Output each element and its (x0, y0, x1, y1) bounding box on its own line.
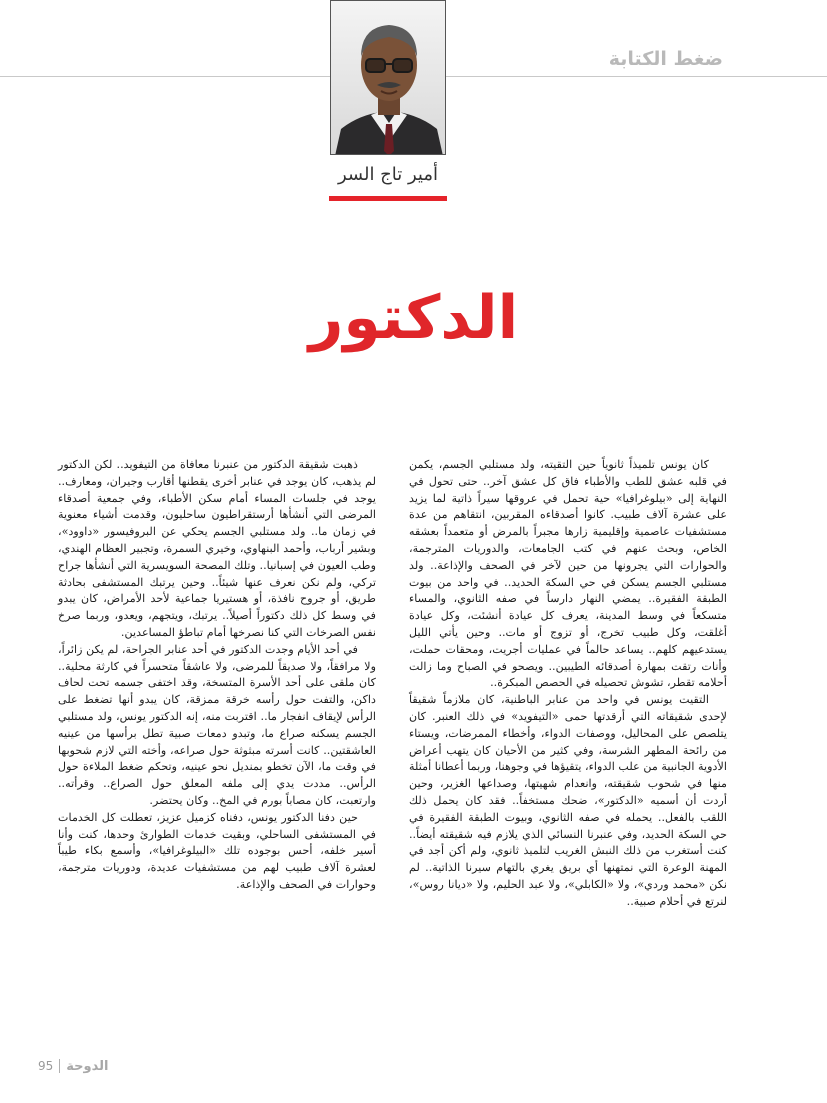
author-name: أمير تاج السر (337, 164, 439, 185)
article-column-right (409, 457, 727, 911)
author-underline (329, 196, 447, 201)
page-footer (38, 1056, 108, 1076)
paragraph: كان يونس تلميذاً ثانوياً حين التقيته، ولد مستلبي الجسم، يكمن في قلبه عشق للطب والأطباء فاق كل عشق آخر.. حتى تحول في النهاية إلى «بيلوغرافيا» حية تحمل في عروقها سيراً ذاتية لما يزيد على عشرة آلاف طبيب. كانوا أصدقاءه المقربين، انتقاهم من عدة مستشفيات عاصمية وإقليمية زارها مجبراً بالمرض أو متعمداً بعشقه الخاص، وبحث عنهم في كتب الجامعات، والدوريات المترجمة، والحوارات التي يجرونها من حين لآخر في الصحف والإذاعة.. ولد مستلبي الجسم يسكن في حي السكة الحديد.. في واحد من بيوت الطبقة الفقيرة.. يمضي النهار دارساً في صفه الثانوي، والمساء متسكعاً في وسط المدينة، يعرف كل عيادة أنشئت، وكل عيادة أغلقت، وكل طبيب تخرج، أو تزوج أو مات.. وحين يأتي الليل يستدعيهم كلهم.. يساعد حالماً في عمليات أجريت، ومحقات حملت، وأنات رتقت بمهارة أصدقائه الطيبين.. ويصحو في الصباح وما زالت أحلامه تقطر، تشوش تحصيله في الحصص المبكرة.. (409, 458, 727, 690)
author-portrait-image (331, 1, 446, 155)
magazine-name: الدوحة (66, 1058, 109, 1074)
section-title: ضغط الكتابة (608, 48, 723, 70)
paragraph: ذهبت شقيقة الدكتور من عنبرنا معافاة من التيفويد.. لكن الدكتور لم يذهب، كان يوجد في عنابر أخرى يقطنها أقارب وجيران، ومعارف.. يوجد في جلسات المساء أمام سكن الأطباء، وفي جمعية أصدقاء المرضى التي أنشأها أرستقراطيون ساحليون، وقدمت أشياء معنوية في زمان ما.. ولد مستلبي الجسم يحكي عن البروفيسور «داوود»، وبشير أرباب، وأحمد البنهاوي، وخيري السمرة، وتجبير العظام الهندي، وطب العيون في إسبانيا.. وتلك المصحة السويسرية التي أنشأها جراح تركي، ولم نكن نعرف عنها شيئاً.. وحين يرتبك المستشفى بحادثة طريق، أو جروح نافذة، أو هستيريا جماعية لأحد الأمراض، كان يبدو في وسط كل ذلك دكتوراً أصيلاً.. يرتبك، ويتجهم، ويعدو، وربما صرخ نفس الصرخات التي كنا نصرخها أمام تباطؤ المساعدين. (58, 458, 376, 639)
page-number: 95 (38, 1059, 54, 1073)
article-column-left (58, 457, 376, 894)
author-photo (330, 0, 446, 155)
paragraph: حين دفنا الدكتور يونس، دفناه كزميل عزيز، تعطلت كل الخدمات في المستشفى الساحلي، وبقيت خدمات الطوارئ وحدها، كنت وأنا أسير خلفه، أحس بوجوده تلك «البيلوغرافيا»، وأسمع بكاء طيباً لعشرة آلاف طبيب لهم من مستشفيات عديدة، ودوريات مترجمة، وحوارات في الصحف والإذاعة. (58, 810, 376, 891)
footer-divider (59, 1059, 60, 1073)
paragraph: في أحد الأيام وجدت الدكتور في أحد عنابر الجراحة، لم يكن زائراً، ولا مرافقاً، ولا صديقاً للمرضى، ولا عاشقاً متحسراً في كارثة محلية.. كان ملقى على أحد الأسرة المتسخة، وقد اختفى جسمه تحت لحاف داكن، والتفت حول رأسه خرقة ممزقة، كان يبدو أنها تضغط على الرأس لإيقاف انفجار ما.. اقتربت منه، إنه الدكتور يونس، ولد مستلبي الجسم يسكنه صراع ما، وتبدو دمعات صبية تطل برأسها من عينيه العاشقتين.. كانت أسرته مبثوثة حول صراعه، وأخته التي لازم شحوبها في وقت ما، الآن تخطو بمنديل نحو عينيه، وتحكم ضغط الملاءة حول الرأس.. مددت يدي إلى ملفه المعلق حول الصراع.. وقرأته.. وارتعبت، كان مصاباً بورم في المخ.. وكان يحتضر. (58, 642, 376, 807)
article-title: الدكتور (308, 283, 519, 353)
paragraph: التقيت يونس في واحد من عنابر الباطنية، كان ملازماً شقيقاً لإحدى شقيقاته التي أرقدتها حمى «التيفويد» في ذلك العنبر. كان يتلصص على المحاليل، ووصفات الدواء، وأخطاء الممرضات، ويستاء من رائحة المطهر الشرسة، وفي كثير من الأحيان كان يتهب أعراض الأدوية الجانبية من علب الدواء، يتقيؤها في وجوهنا، وربما أعطانا أمثلة منها في شحوب شقيقته، وانعدام شهيتها، وصداعها الغزير، وحين أردت أن أسميه «الدكتور»، ضحك مستخفاً.. فقد كان يحمل ذلك اللقب بالفعل.. يحمله في صفه الثانوي، وبيوت الطبقة الفقيرة في حي السكة الحديد، وفي عنبرنا النسائي الذي يلازم فيه شقيقته أيضاً.. كنت أستغرب من ذلك النبش الغريب لتلميذ ثانوي، ولم أكن أجد في المهنة الوعرة التي نمتهنها أي بريق يغري بالتهام سيرنا الذاتية.. لم نكن «محمد وردي»، ولا «الكابلي»، ولا عبد الحليم، ولا «ديانا روس»، لنرتع في أحلام صبية.. (409, 693, 727, 908)
